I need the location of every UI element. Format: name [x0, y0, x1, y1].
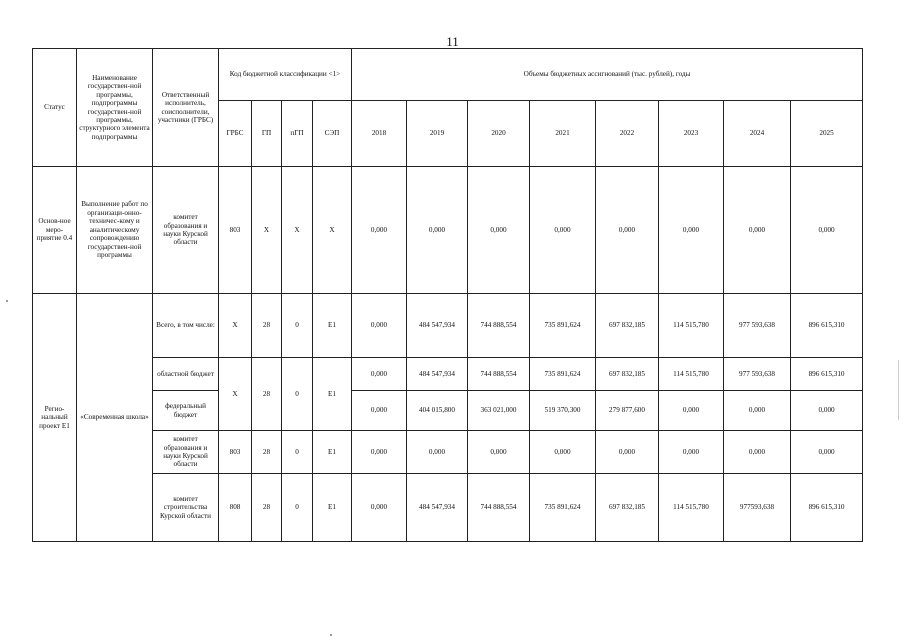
project-code: 28: [252, 294, 282, 358]
project-value: 0,000: [407, 431, 468, 474]
project-responsible: Всего, в том числе:: [153, 294, 219, 358]
activity-code: Х: [252, 167, 282, 294]
project-value: 0,000: [352, 294, 407, 358]
header-code-sep: СЭП: [313, 101, 352, 167]
project-code: 28: [252, 474, 282, 542]
activity-value: 0,000: [530, 167, 596, 294]
header-year: 2023: [659, 101, 724, 167]
project-code: Е1: [313, 358, 352, 431]
project-responsible: комитет строительства Курской области: [153, 474, 219, 542]
project-code: 28: [252, 358, 282, 431]
header-row: [33, 49, 863, 101]
activity-row: [33, 167, 863, 294]
project-value: 0,000: [791, 391, 863, 431]
project-code: 0: [282, 294, 313, 358]
project-value: 404 015,800: [407, 391, 468, 431]
header-code-gp: ГП: [252, 101, 282, 167]
project-code: 0: [282, 431, 313, 474]
project-value: 114 515,780: [659, 474, 724, 542]
project-code: 28: [252, 431, 282, 474]
project-responsible: областной бюджет: [153, 358, 219, 391]
project-value: 519 370,300: [530, 391, 596, 431]
activity-responsible: комитет образования и науки Курской области: [153, 167, 219, 294]
project-responsible: федеральный бюджет: [153, 391, 219, 431]
project-value: 484 547,934: [407, 358, 468, 391]
project-value: 484 547,934: [407, 474, 468, 542]
project-code: Е1: [313, 431, 352, 474]
project-row-education: [33, 431, 863, 474]
activity-status: Основ-ное меро-приятие 0.4: [33, 167, 77, 294]
project-value: 0,000: [724, 391, 791, 431]
activity-code: Х: [313, 167, 352, 294]
project-value: 0,000: [659, 431, 724, 474]
project-name: «Современная школа»: [77, 294, 153, 542]
project-code: 0: [282, 358, 313, 431]
project-value: 0,000: [791, 431, 863, 474]
project-value: 735 891,624: [530, 294, 596, 358]
activity-value: 0,000: [352, 167, 407, 294]
activity-name: Выполнение работ по организаци-онно-техничес-кому и аналитическому сопровождению государствен-ной программы: [77, 167, 153, 294]
project-value: 697 832,185: [596, 474, 659, 542]
project-row-federal: [33, 391, 863, 431]
project-value: 896 615,310: [791, 294, 863, 358]
activity-value: 0,000: [596, 167, 659, 294]
project-value: 0,000: [352, 474, 407, 542]
activity-value: 0,000: [791, 167, 863, 294]
project-value: 735 891,624: [530, 474, 596, 542]
project-value: 697 832,185: [596, 358, 659, 391]
header-status: Статус: [33, 49, 77, 167]
project-code: Х: [219, 294, 252, 358]
activity-code: Х: [282, 167, 313, 294]
project-code: Е1: [313, 294, 352, 358]
project-value: 0,000: [596, 431, 659, 474]
project-code: 0: [282, 474, 313, 542]
project-row-regional: [33, 358, 863, 391]
project-value: 279 877,600: [596, 391, 659, 431]
header-code-grbs: ГРБС: [219, 101, 252, 167]
project-row-construction: [33, 474, 863, 542]
header-responsible: Ответственный исполнитель, соисполнители, участники (ГРБС): [153, 49, 219, 167]
header-year: 2019: [407, 101, 468, 167]
project-value: 114 515,780: [659, 358, 724, 391]
project-value: 0,000: [659, 391, 724, 431]
header-volumes: Объемы бюджетных ассигнований (тыс. рублей), годы: [352, 49, 863, 101]
project-value: 896 615,310: [791, 358, 863, 391]
header-year: 2021: [530, 101, 596, 167]
project-value: 744 888,554: [468, 358, 530, 391]
project-value: 896 615,310: [791, 474, 863, 542]
project-code: 803: [219, 431, 252, 474]
header-year: 2024: [724, 101, 791, 167]
project-value: 977 593,638: [724, 358, 791, 391]
project-value: 0,000: [724, 431, 791, 474]
project-value: 735 891,624: [530, 358, 596, 391]
activity-value: 0,000: [724, 167, 791, 294]
header-year: 2022: [596, 101, 659, 167]
header-name: Наименование государствен-ной программы, подпрограммы государствен-ной программы, структурного элемента подпрограммы: [77, 49, 153, 167]
activity-value: 0,000: [659, 167, 724, 294]
project-value: 0,000: [352, 391, 407, 431]
project-value: 977593,638: [724, 474, 791, 542]
project-value: 0,000: [352, 431, 407, 474]
activity-code: 803: [219, 167, 252, 294]
project-value: 363 021,000: [468, 391, 530, 431]
project-value: 697 832,185: [596, 294, 659, 358]
budget-table: [32, 48, 863, 542]
project-value: 0,000: [352, 358, 407, 391]
activity-value: 0,000: [468, 167, 530, 294]
project-code: Х: [219, 358, 252, 431]
header-code-pgp: пГП: [282, 101, 313, 167]
project-value: 744 888,554: [468, 474, 530, 542]
scan-mark: [898, 360, 899, 420]
header-year: 2018: [352, 101, 407, 167]
project-value: 114 515,780: [659, 294, 724, 358]
project-row-total: [33, 294, 863, 358]
project-value: 977 593,638: [724, 294, 791, 358]
project-responsible: комитет образования и науки Курской области: [153, 431, 219, 474]
project-status: Регио-нальный проект Е1: [33, 294, 77, 542]
scan-mark: [6, 300, 8, 302]
scan-mark: [330, 634, 332, 636]
page-number: 11: [446, 34, 459, 49]
header-year: 2025: [791, 101, 863, 167]
activity-value: 0,000: [407, 167, 468, 294]
project-value: 744 888,554: [468, 294, 530, 358]
project-value: 484 547,934: [407, 294, 468, 358]
project-value: 0,000: [530, 431, 596, 474]
project-code: Е1: [313, 474, 352, 542]
project-value: 0,000: [468, 431, 530, 474]
header-budget-code: Код бюджетной классификации <1>: [219, 49, 352, 101]
project-code: 808: [219, 474, 252, 542]
header-year: 2020: [468, 101, 530, 167]
